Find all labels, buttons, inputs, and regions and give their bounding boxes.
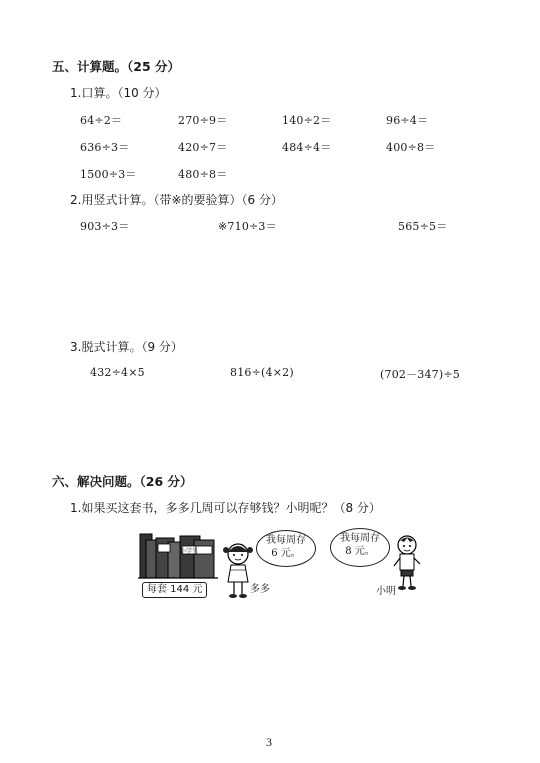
oral-calc-item: 420÷7＝ [178,141,228,154]
duoduo-bubble-line-2: 6 元。 [271,548,301,559]
vertical-calc-item: 903÷3＝ [80,220,130,233]
oral-calc-item: 96÷4＝ [386,114,429,127]
boy-icon [392,534,422,592]
stepwise-calc-item: 432÷4×5 [90,366,145,379]
duoduo-name-label: 多多 [250,584,270,595]
problem-1-heading: 1.如果买这套书，多多几周可以存够钱？小明呢？（8 分） [70,501,381,515]
section-5-heading: 五、计算题。（25 分） [52,59,180,74]
oral-calc-item: 484÷4＝ [282,141,332,154]
page-number: 3 [266,735,272,749]
xiaoming-name-label: 小明 [376,586,396,597]
q1-heading: 1.口算。（10 分） [70,86,167,100]
oral-calc-item: 64÷2＝ [80,114,123,127]
xiaoming-speech-bubble [330,528,390,567]
q2-heading: 2.用竖式计算。（带※的要验算）（6 分） [70,193,283,207]
xiaoming-character [392,534,422,592]
section-6-heading: 六、解决问题。（26 分） [52,474,193,489]
oral-calc-item: 636÷3＝ [80,141,130,154]
book-cover-label: 小学生 [180,548,199,555]
stepwise-calc-item: 816÷(4×2) [230,366,294,379]
book-set-icon [138,530,218,582]
stepwise-calc-item: (702－347)÷5 [380,368,460,381]
oral-calc-item: 140÷2＝ [282,114,332,127]
q3-heading: 3.脱式计算。（9 分） [70,340,183,354]
book-set-illustration [138,530,218,600]
oral-calc-item: 480÷8＝ [178,168,228,181]
xiaoming-bubble-line-2: 8 元。 [345,546,375,557]
vertical-calc-item: ※710÷3＝ [218,220,277,233]
oral-calc-item: 270÷9＝ [178,114,228,127]
xiaoming-bubble-line-1: 我每周存 [340,533,380,544]
duoduo-bubble-line-1: 我每周存 [266,535,306,546]
vertical-calc-item: 565÷5＝ [398,220,448,233]
duoduo-speech-bubble [256,530,316,567]
oral-calc-item: 1500÷3＝ [80,168,137,181]
oral-calc-item: 400÷8＝ [386,141,436,154]
price-tag: 每套 144 元 [142,582,207,598]
